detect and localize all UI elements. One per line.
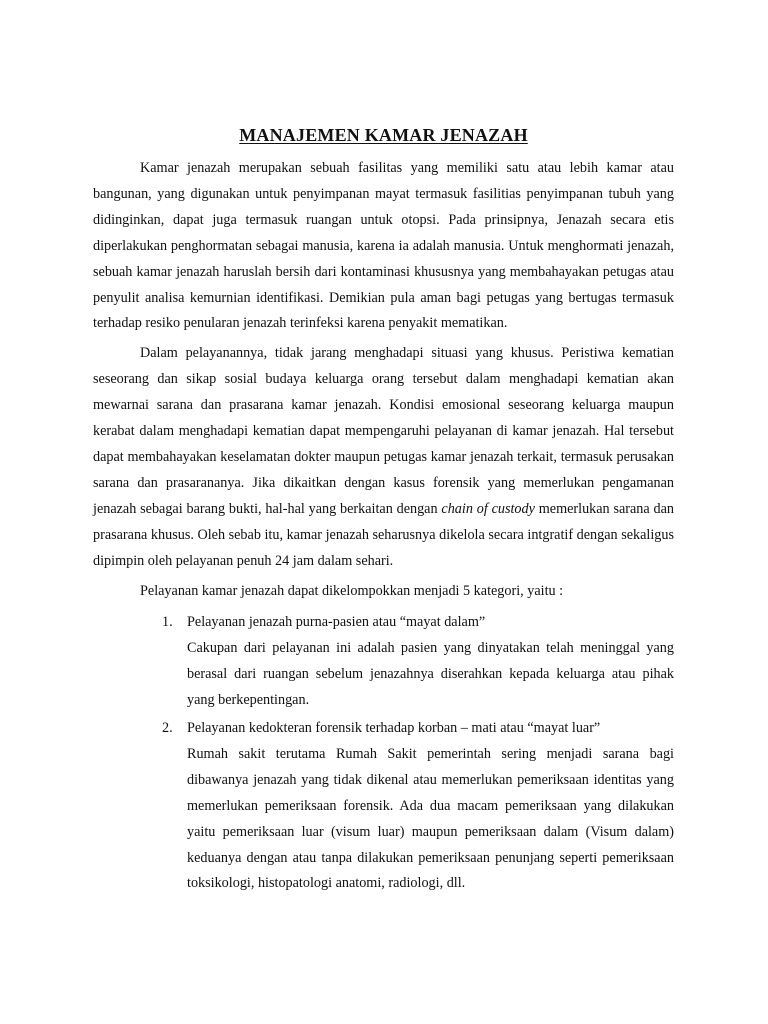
list-item-number: 2. — [162, 720, 173, 737]
document-content — [93, 122, 674, 899]
chain-of-custody-term: chain of custody — [441, 500, 535, 517]
list-item-body: Rumah sakit terutama Rumah Sakit pemerintah sering menjadi sarana bagi dibawanya jenazah yang tidak dikenal atau memerlukan pemeriksaan identitas yang memerlukan pemeriksaan forensik. Ada dua macam pemeriksaan yang dilakukan yaitu pemeriksaan luar (visum luar) maupun pemeriksaan dalam (Visum dalam) keduanya dengan atau tanpa dilakukan pemeriksaan penunjang seperti pemeriksaan toksikologi, histopatologi anatomi, radiologi, dll. — [187, 745, 674, 892]
list-item-body: Cakupan dari pelayanan ini adalah pasien yang dinyatakan telah meninggal yang berasal dari ruangan sebelum jenazahnya diserahkan kepada keluarga atau pihak yang berkepentingan. — [187, 640, 674, 709]
paragraph-services-text-2: memerlukan sarana dan prasarana khusus. Oleh sebab itu, kamar jenazah seharusnya dikelola secara intgratif dengan sekaligus dipimpin oleh pelayanan penuh 24 jam dalam sehari. — [93, 500, 674, 569]
list-item — [93, 716, 674, 897]
document-title: MANAJEMEN KAMAR JENAZAH — [239, 125, 528, 145]
list-item-number: 1. — [162, 614, 173, 631]
list-item-heading: Pelayanan kedokteran forensik terhadap korban – mati atau “mayat luar” — [187, 720, 601, 737]
category-list — [93, 610, 674, 897]
list-item — [93, 610, 674, 714]
paragraph-definition: Kamar jenazah merupakan sebuah fasilitas yang memiliki satu atau lebih kamar atau bangunan, yang digunakan untuk penyimpanan mayat termasuk fasilitias penyimpanan tubuh yang didinginkan, dapat juga termasuk ruangan untuk otopsi. Pada prinsipnya, Jenazah secara etis diperlakukan penghormatan sebagai manusia, karena ia adalah manusia. Untuk menghormati jenazah, sebuah kamar jenazah haruslah bersih dari kontaminasi khususnya yang membahayakan petugas atau penyulit analisa kemurnian identifikasi. Demikian pula aman bagi petugas yang bertugas termasuk terhadap resiko penularan jenazah terinfeksi karena penyakit mematikan. — [93, 160, 674, 332]
list-intro: Pelayanan kamar jenazah dapat dikelompokkan menjadi 5 kategori, yaitu : — [140, 582, 564, 599]
list-item-heading: Pelayanan jenazah purna-pasien atau “mayat dalam” — [187, 614, 486, 631]
paragraph-services-text-1: Dalam pelayanannya, tidak jarang menghadapi situasi yang khusus. Peristiwa kematian seseorang dan sikap sosial budaya keluarga orang tersebut dalam menghadapi kematian akan mewarnai sarana dan prasarana kamar jenazah. Kondisi emosional seseorang keluarga maupun kerabat dalam menghadapi kematian dapat mempengaruhi pelayanan di kamar jenazah. Hal tersebut dapat membahayakan keselamatan dokter maupun petugas kamar jenazah terkait, termasuk perusakan sarana dan prasarananya. Jika dikaitkan dengan kasus forensik yang memerlukan pengamanan jenazah sebagai barang bukti, hal-hal yang berkaitan dengan — [93, 345, 674, 517]
paragraph-services — [93, 341, 674, 574]
